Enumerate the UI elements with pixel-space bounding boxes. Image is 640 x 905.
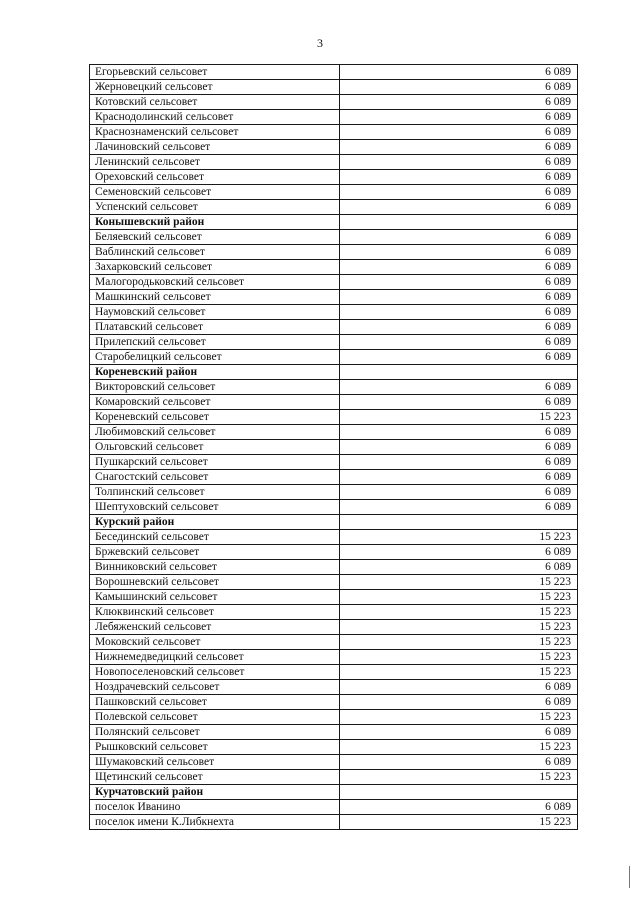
allocation-value: 6 089 (340, 470, 578, 485)
municipality-name: Рышковский сельсовет (90, 740, 340, 755)
table-row (90, 320, 578, 335)
district-heading-row (90, 785, 578, 800)
municipality-name: Малогородьковский сельсовет (90, 275, 340, 290)
municipality-name: Моковский сельсовет (90, 635, 340, 650)
municipality-name: Толпинский сельсовет (90, 485, 340, 500)
allocation-value: 6 089 (340, 560, 578, 575)
municipality-name: Платавский сельсовет (90, 320, 340, 335)
table-row (90, 650, 578, 665)
table-row (90, 245, 578, 260)
allocation-value: 6 089 (340, 680, 578, 695)
table-row (90, 155, 578, 170)
allocation-value: 6 089 (340, 80, 578, 95)
table-row (90, 470, 578, 485)
table-body (90, 65, 578, 830)
table-row (90, 275, 578, 290)
table-row (90, 800, 578, 815)
allocation-value: 15 223 (340, 530, 578, 545)
district-name: Курчатовский район (90, 785, 340, 800)
table-row (90, 95, 578, 110)
table-row (90, 395, 578, 410)
allocation-value: 6 089 (340, 260, 578, 275)
allocation-value: 6 089 (340, 125, 578, 140)
allocation-value: 6 089 (340, 335, 578, 350)
municipality-name: поселок Иванино (90, 800, 340, 815)
district-heading-row (90, 365, 578, 380)
allocation-value: 15 223 (340, 620, 578, 635)
allocation-value: 6 089 (340, 485, 578, 500)
allocation-value: 6 089 (340, 140, 578, 155)
allocation-value (340, 785, 578, 800)
municipality-name: Егорьевский сельсовет (90, 65, 340, 80)
allocation-value: 6 089 (340, 320, 578, 335)
table-row (90, 725, 578, 740)
municipality-name: Лебяженский сельсовет (90, 620, 340, 635)
municipality-name: Шептуховский сельсовет (90, 500, 340, 515)
allocation-value: 6 089 (340, 425, 578, 440)
table-row (90, 815, 578, 830)
municipality-name: Нижнемедведицкий сельсовет (90, 650, 340, 665)
allocation-value (340, 215, 578, 230)
municipality-name: Камышинский сельсовет (90, 590, 340, 605)
municipality-name: Бржевский сельсовет (90, 545, 340, 560)
allocation-value: 6 089 (340, 380, 578, 395)
municipality-name: Успенский сельсовет (90, 200, 340, 215)
district-name: Курский район (90, 515, 340, 530)
allocation-value: 15 223 (340, 575, 578, 590)
table-row (90, 605, 578, 620)
municipality-name: Ворошневский сельсовет (90, 575, 340, 590)
table-row (90, 65, 578, 80)
table-row (90, 770, 578, 785)
table-row (90, 185, 578, 200)
municipality-name: Щетинский сельсовет (90, 770, 340, 785)
allocation-value: 6 089 (340, 500, 578, 515)
table-row (90, 530, 578, 545)
table-row (90, 260, 578, 275)
table-row (90, 485, 578, 500)
municipality-name: Наумовский сельсовет (90, 305, 340, 320)
table-row (90, 455, 578, 470)
municipality-name: Ленинский сельсовет (90, 155, 340, 170)
allocation-value: 6 089 (340, 155, 578, 170)
table-row (90, 335, 578, 350)
allocation-value (340, 515, 578, 530)
table-row (90, 710, 578, 725)
municipality-name: Машкинский сельсовет (90, 290, 340, 305)
table-row (90, 305, 578, 320)
district-heading-row (90, 515, 578, 530)
table-row (90, 380, 578, 395)
municipality-name: Полянский сельсовет (90, 725, 340, 740)
municipality-name: Семеновский сельсовет (90, 185, 340, 200)
municipality-name: Лачиновский сельсовет (90, 140, 340, 155)
municipality-name: Старобелицкий сельсовет (90, 350, 340, 365)
municipality-name: Бесединский сельсовет (90, 530, 340, 545)
allocation-value: 6 089 (340, 725, 578, 740)
allocation-value: 15 223 (340, 635, 578, 650)
allocation-value: 6 089 (340, 545, 578, 560)
table-row (90, 170, 578, 185)
municipality-name: Любимовский сельсовет (90, 425, 340, 440)
allocation-value: 6 089 (340, 695, 578, 710)
municipality-name: Котовский сельсовет (90, 95, 340, 110)
municipality-name: Пашковский сельсовет (90, 695, 340, 710)
municipality-name: Снагостский сельсовет (90, 470, 340, 485)
allocation-value: 6 089 (340, 230, 578, 245)
municipality-name: Клюквинский сельсовет (90, 605, 340, 620)
allocation-value: 15 223 (340, 605, 578, 620)
municipality-name: Ваблинский сельсовет (90, 245, 340, 260)
table-row (90, 110, 578, 125)
allocation-value: 15 223 (340, 770, 578, 785)
page-edge-mark (629, 866, 634, 888)
table-row (90, 740, 578, 755)
allocation-value: 6 089 (340, 275, 578, 290)
municipality-name: Полевской сельсовет (90, 710, 340, 725)
district-heading-row (90, 215, 578, 230)
table-row (90, 560, 578, 575)
allocation-value: 6 089 (340, 245, 578, 260)
table-row (90, 680, 578, 695)
allocation-value: 6 089 (340, 305, 578, 320)
municipality-name: Кореневский сельсовет (90, 410, 340, 425)
municipality-name: Шумаковский сельсовет (90, 755, 340, 770)
table-row (90, 500, 578, 515)
allocation-value: 6 089 (340, 95, 578, 110)
allocation-value: 6 089 (340, 290, 578, 305)
table-row (90, 350, 578, 365)
table-row (90, 590, 578, 605)
allocation-value: 15 223 (340, 740, 578, 755)
table-row (90, 440, 578, 455)
table-row (90, 620, 578, 635)
allocation-value: 6 089 (340, 65, 578, 80)
table-row (90, 200, 578, 215)
table-row (90, 290, 578, 305)
allocation-value (340, 365, 578, 380)
allocation-value: 6 089 (340, 185, 578, 200)
allocation-value: 6 089 (340, 170, 578, 185)
table-row (90, 695, 578, 710)
municipality-name: Новопоселеновский сельсовет (90, 665, 340, 680)
page-number: 3 (317, 36, 323, 50)
allocation-table (89, 64, 578, 830)
allocation-value: 15 223 (340, 590, 578, 605)
allocation-value: 6 089 (340, 800, 578, 815)
municipality-name: Пушкарский сельсовет (90, 455, 340, 470)
allocation-value: 15 223 (340, 710, 578, 725)
municipality-name: Прилепский сельсовет (90, 335, 340, 350)
allocation-value: 6 089 (340, 440, 578, 455)
table-row (90, 140, 578, 155)
table-row (90, 230, 578, 245)
allocation-value: 15 223 (340, 815, 578, 830)
allocation-value: 6 089 (340, 350, 578, 365)
municipality-name: Ореховский сельсовет (90, 170, 340, 185)
district-name: Кореневский район (90, 365, 340, 380)
allocation-value: 6 089 (340, 395, 578, 410)
table-row (90, 80, 578, 95)
municipality-name: Викторовский сельсовет (90, 380, 340, 395)
table-row (90, 125, 578, 140)
allocation-value: 6 089 (340, 110, 578, 125)
table-row (90, 755, 578, 770)
allocation-value: 15 223 (340, 650, 578, 665)
municipality-name: Винниковский сельсовет (90, 560, 340, 575)
allocation-value: 15 223 (340, 410, 578, 425)
municipality-name: Жерновецкий сельсовет (90, 80, 340, 95)
district-name: Конышевский район (90, 215, 340, 230)
allocation-value: 6 089 (340, 200, 578, 215)
municipality-name: Захарковский сельсовет (90, 260, 340, 275)
municipality-name: поселок имени К.Либкнехта (90, 815, 340, 830)
table-row (90, 545, 578, 560)
municipality-name: Комаровский сельсовет (90, 395, 340, 410)
table-row (90, 635, 578, 650)
municipality-name: Ольговский сельсовет (90, 440, 340, 455)
allocation-value: 6 089 (340, 455, 578, 470)
table-row (90, 575, 578, 590)
table-row (90, 410, 578, 425)
table-row (90, 665, 578, 680)
allocation-value: 15 223 (340, 665, 578, 680)
municipality-name: Краснознаменский сельсовет (90, 125, 340, 140)
municipality-name: Беляевский сельсовет (90, 230, 340, 245)
municipality-name: Краснодолинский сельсовет (90, 110, 340, 125)
table-row (90, 425, 578, 440)
allocation-value: 6 089 (340, 755, 578, 770)
municipality-name: Ноздрачевский сельсовет (90, 680, 340, 695)
